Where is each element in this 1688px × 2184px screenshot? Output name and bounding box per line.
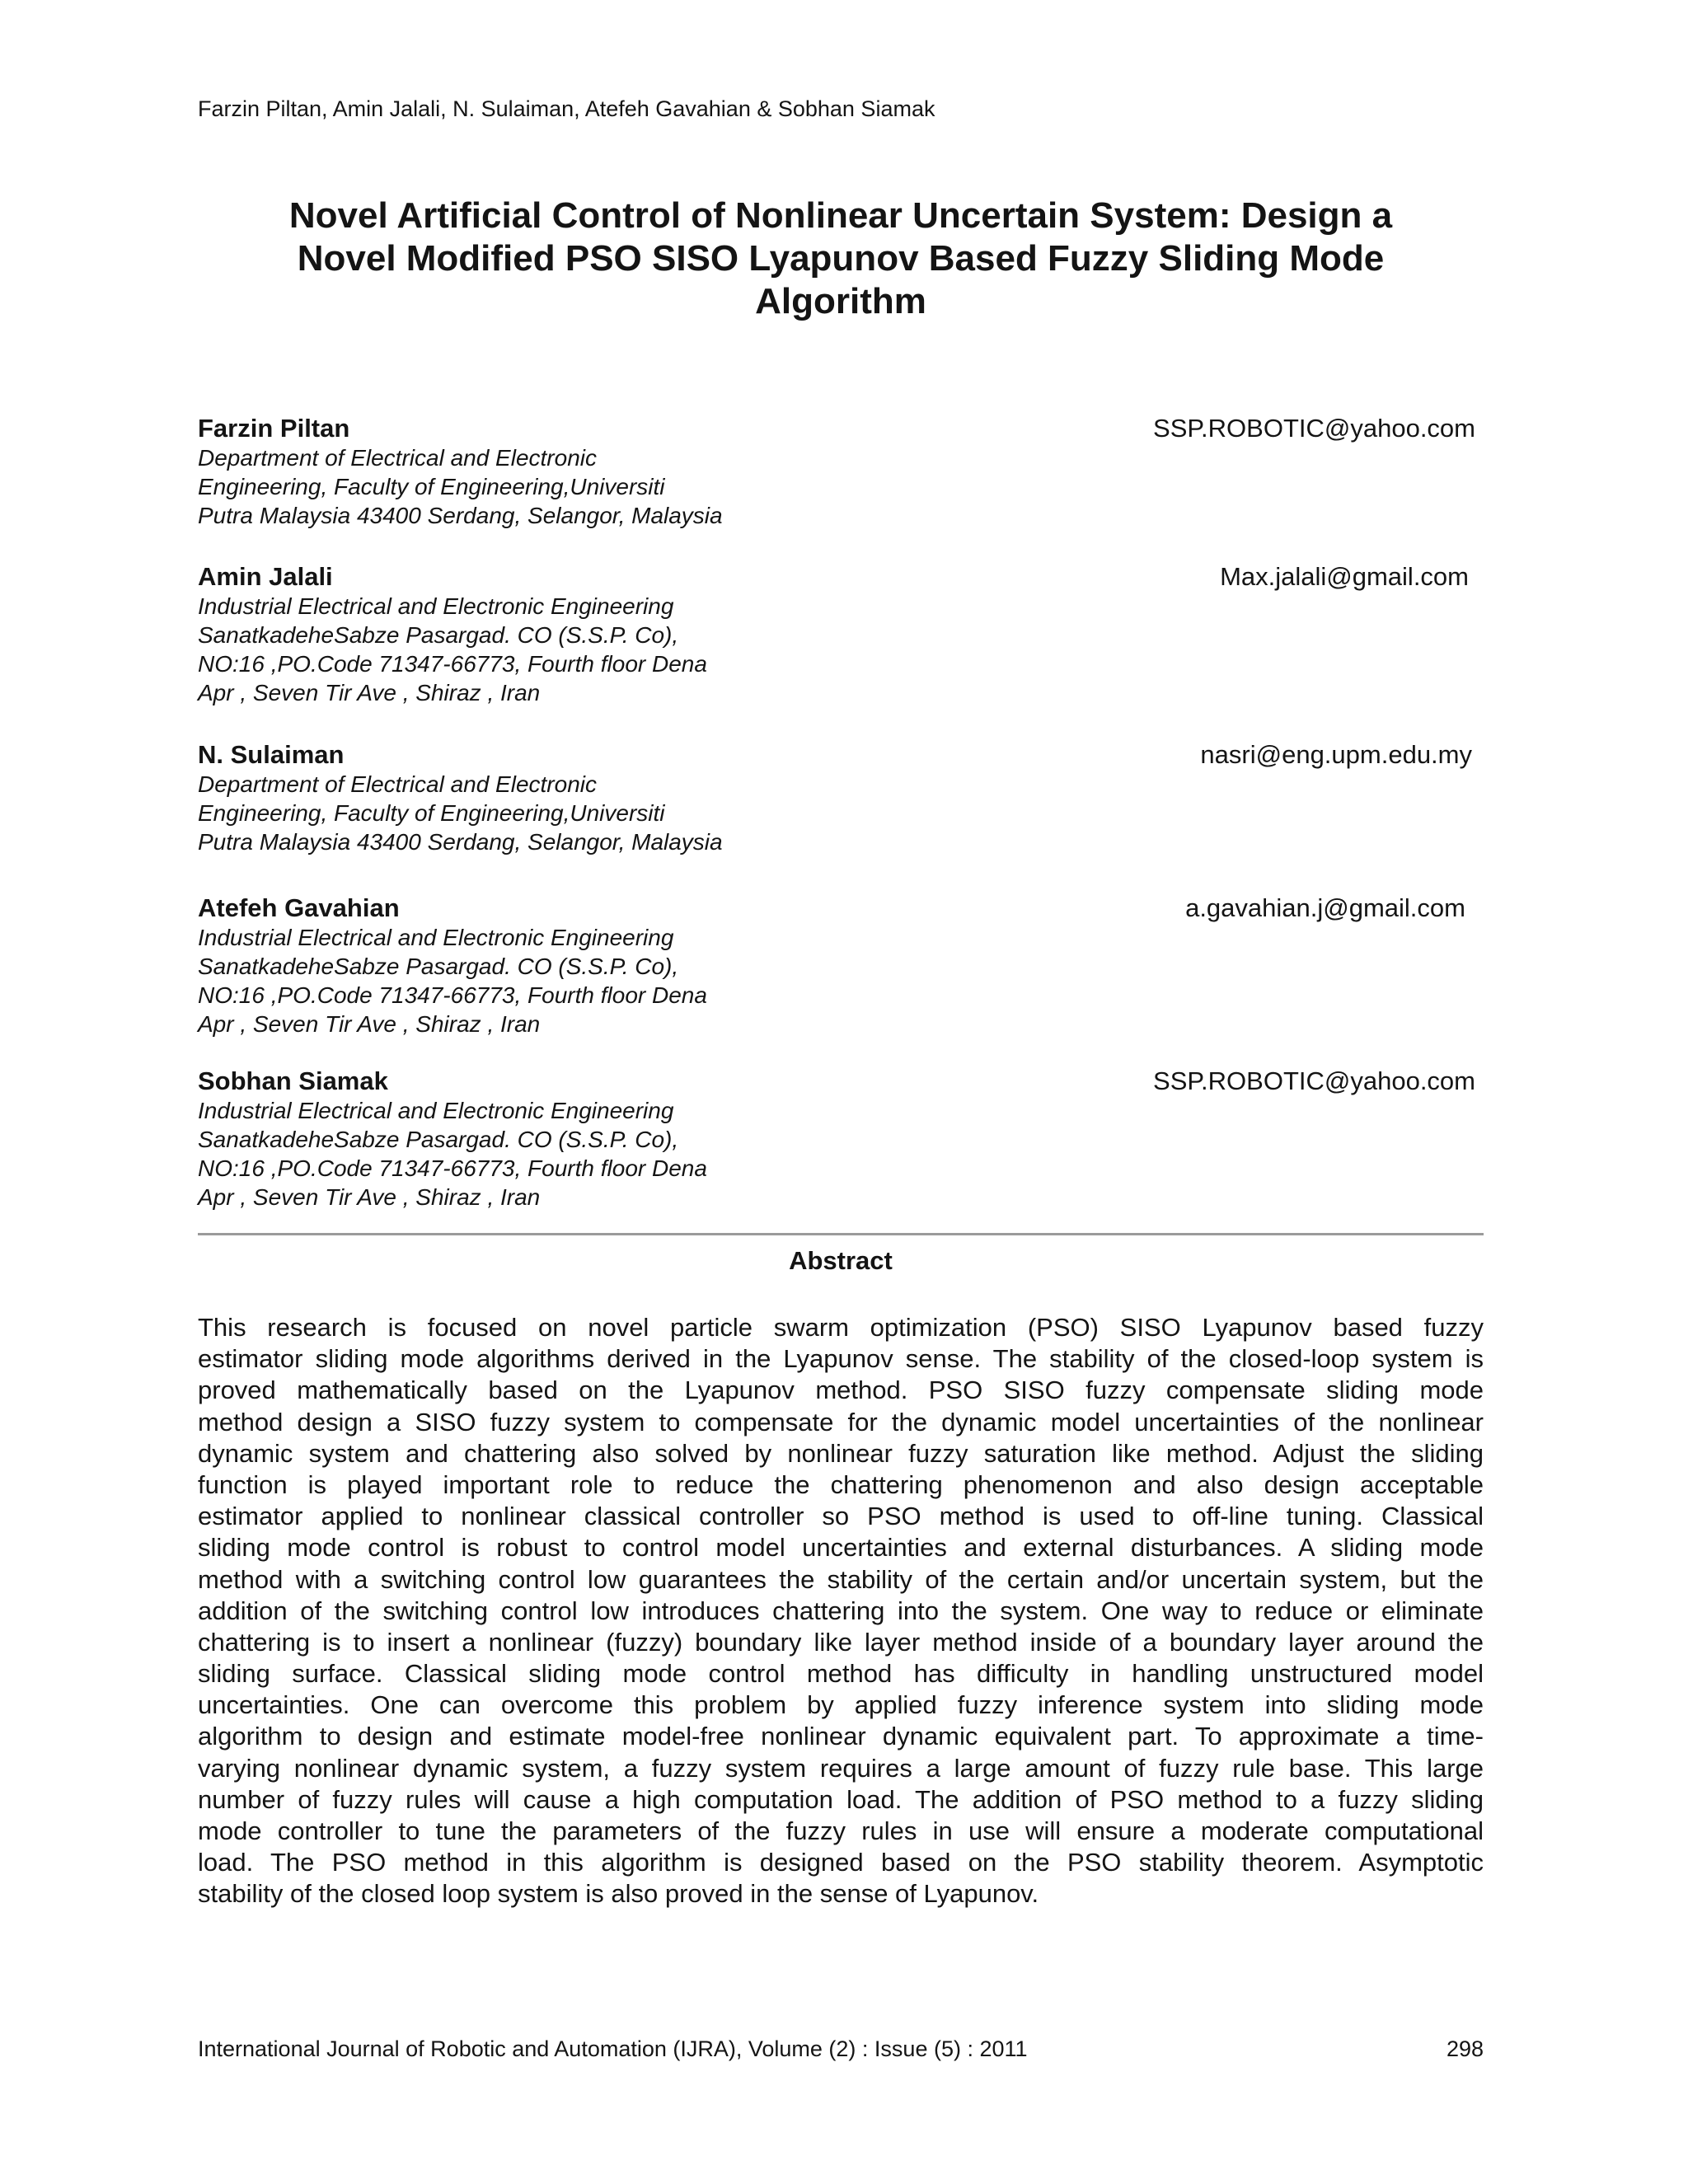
author-block-sulaiman [198,740,1484,856]
title-line: Novel Modified PSO SISO Lyapunov Based Fuzzy Sliding Mode [297,238,1385,279]
author-email[interactable]: SSP.ROBOTIC@yahoo.com [1153,1066,1475,1095]
section-divider [198,1233,1484,1235]
abstract-line: varying nonlinear dynamic system, a fuzzy system requires a large amount of fuzzy rule base. This large [198,1753,1484,1783]
abstract-line: algorithm to design and estimate model-free nonlinear dynamic equivalent part. To approximate a time- [198,1722,1484,1751]
affiliation-line: Putra Malaysia 43400 Serdang, Selangor, Malaysia [198,503,723,528]
abstract-line: stability of the closed loop system is also proved in the sense of Lyapunov. [198,1879,1039,1909]
abstract-line: sliding surface. Classical sliding mode control method has difficulty in handling unstructured model [198,1659,1484,1689]
abstract-body [198,1312,1484,1910]
abstract-line: proved mathematically based on the Lyapunov method. PSO SISO fuzzy compensate sliding mode [198,1376,1484,1405]
abstract-line: addition of the switching control low introduces chattering into the system. One way to reduce or eliminate [198,1596,1484,1625]
affiliation-line: Engineering, Faculty of Engineering,Universiti [198,800,665,826]
journal-citation: International Journal of Robotic and Automation (IJRA), Volume (2) : Issue (5) : 2011 [198,2036,1028,2061]
running-header: Farzin Piltan, Amin Jalali, N. Sulaiman, Atefeh Gavahian & Sobhan Siamak [198,96,935,121]
affiliation-line: SanatkadeheSabze Pasargad. CO (S.S.P. Co), [198,622,679,648]
title-line: Algorithm [755,281,926,321]
author-affiliation [198,443,1484,530]
affiliation-line: NO:16 ,PO.Code 71347-66773, Fourth floor Dena [198,1155,707,1181]
affiliation-line: SanatkadeheSabze Pasargad. CO (S.S.P. Co), [198,1127,679,1152]
author-email[interactable]: nasri@eng.upm.edu.my [1200,740,1472,769]
author-block-jalali [198,562,1484,707]
author-affiliation [198,1096,1484,1212]
affiliation-line: Engineering, Faculty of Engineering,Universiti [198,474,665,499]
author-name: Sobhan Siamak [198,1066,388,1095]
title-line: Novel Artificial Control of Nonlinear Uncertain System: Design a [288,195,1393,236]
author-block-siamak [198,1066,1484,1212]
abstract-line: estimator applied to nonlinear classical controller so PSO method is used to off-line tuning. Classical [198,1502,1484,1531]
affiliation-line: Apr , Seven Tir Ave , Shiraz , Iran [198,1011,541,1037]
author-name: N. Sulaiman [198,740,345,769]
author-name: Atefeh Gavahian [198,893,400,922]
abstract-heading: Abstract [789,1246,893,1275]
author-name: Amin Jalali [198,562,333,591]
page-number: 298 [1446,2036,1484,2061]
affiliation-line: Industrial Electrical and Electronic Engineering [198,925,674,950]
author-email[interactable]: Max.jalali@gmail.com [1220,562,1469,591]
abstract-line: load. The PSO method in this algorithm is designed based on the PSO stability theorem. Asymptotic [198,1848,1484,1877]
abstract-line: mode controller to tune the parameters of the fuzzy rules in use will ensure a moderate computational [198,1816,1484,1845]
abstract-line: uncertainties. One can overcome this problem by applied fuzzy inference system into sliding mode [198,1690,1484,1720]
affiliation-line: Department of Electrical and Electronic [198,771,597,797]
abstract-line: method with a switching control low guarantees the stability of the certain and/or uncertain system, but the [198,1564,1484,1594]
author-affiliation [198,770,1484,856]
author-email[interactable]: SSP.ROBOTIC@yahoo.com [1153,414,1475,443]
affiliation-line: NO:16 ,PO.Code 71347-66773, Fourth floor Dena [198,982,707,1008]
affiliation-line: Department of Electrical and Electronic [198,445,597,471]
affiliation-line: SanatkadeheSabze Pasargad. CO (S.S.P. Co), [198,954,679,979]
affiliation-line: Industrial Electrical and Electronic Engineering [198,593,674,619]
abstract-line: This research is focused on novel particle swarm optimization (PSO) SISO Lyapunov based fuzzy [198,1313,1484,1342]
affiliation-line: Apr , Seven Tir Ave , Shiraz , Iran [198,1184,541,1210]
author-block-piltan [198,414,1484,530]
abstract-line: dynamic system and chattering also solved by nonlinear fuzzy saturation like method. Adjust the sliding [198,1438,1484,1468]
affiliation-line: Apr , Seven Tir Ave , Shiraz , Iran [198,680,541,705]
affiliation-line: Putra Malaysia 43400 Serdang, Selangor, Malaysia [198,829,723,855]
author-name: Farzin Piltan [198,414,350,443]
paper-title [198,194,1484,323]
affiliation-line: NO:16 ,PO.Code 71347-66773, Fourth floor Dena [198,651,707,677]
author-affiliation [198,592,1484,707]
author-affiliation [198,923,1484,1038]
affiliation-line: Industrial Electrical and Electronic Engineering [198,1098,674,1123]
abstract-line: method design a SISO fuzzy system to compensate for the dynamic model uncertainties of the nonlinear [198,1407,1484,1436]
abstract-line: number of fuzzy rules will cause a high computation load. The addition of PSO method to a fuzzy sliding [198,1784,1484,1814]
abstract-line: function is played important role to reduce the chattering phenomenon and also design acceptable [198,1469,1484,1499]
abstract-line: estimator sliding mode algorithms derived in the Lyapunov sense. The stability of the closed-loop system is [198,1344,1484,1374]
author-block-gavahian [198,893,1484,1038]
author-email[interactable]: a.gavahian.j@gmail.com [1185,893,1465,922]
page-footer [198,2036,1484,2062]
abstract-line: sliding mode control is robust to control model uncertainties and external disturbances. A sliding mode [198,1533,1484,1563]
abstract-line: chattering is to insert a nonlinear (fuzzy) boundary like layer method inside of a boundary layer around the [198,1627,1484,1657]
